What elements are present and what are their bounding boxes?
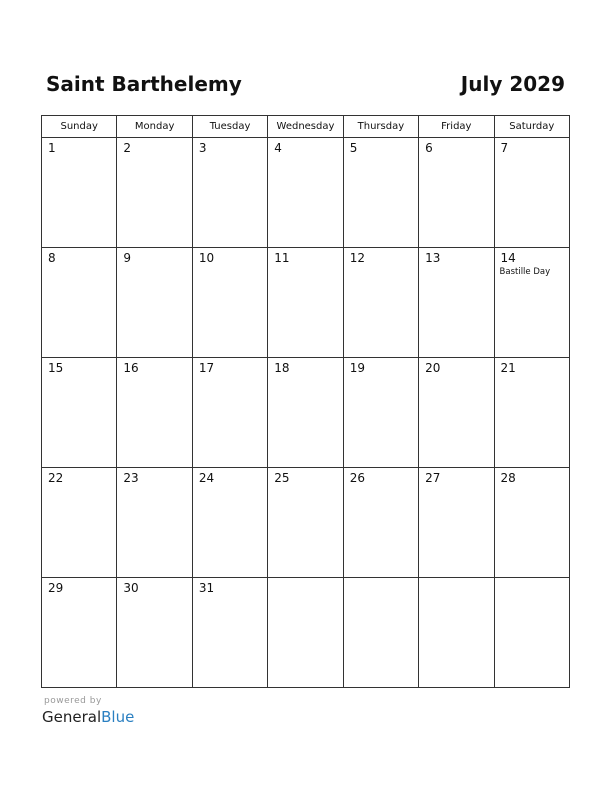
day-number: 27 xyxy=(425,471,441,485)
day-cell[interactable] xyxy=(343,468,418,578)
day-number: 20 xyxy=(425,361,441,375)
weekday-header: Monday xyxy=(117,116,192,138)
day-number: 28 xyxy=(500,471,516,485)
day-number: 11 xyxy=(274,251,290,265)
month-year-title: July 2029 xyxy=(460,72,565,96)
day-number: 17 xyxy=(198,361,215,375)
brand-logo-blue: Blue xyxy=(101,708,135,726)
day-number: 29 xyxy=(48,581,64,595)
day-number: 5 xyxy=(349,141,358,155)
day-cell[interactable] xyxy=(192,248,267,358)
weekday-header-row xyxy=(42,116,570,138)
day-cell[interactable] xyxy=(42,468,117,578)
week-row xyxy=(42,358,570,468)
calendar-grid xyxy=(41,115,570,688)
day-cell[interactable] xyxy=(192,138,267,248)
day-number: 30 xyxy=(123,581,139,595)
weekday-header: Thursday xyxy=(343,116,418,138)
day-number: 21 xyxy=(500,361,516,375)
day-cell[interactable] xyxy=(42,358,117,468)
day-number: 13 xyxy=(425,251,441,265)
day-cell[interactable] xyxy=(117,468,192,578)
day-cell[interactable] xyxy=(192,358,267,468)
day-number: 6 xyxy=(425,141,433,155)
day-cell[interactable] xyxy=(494,468,569,578)
day-number: 26 xyxy=(349,471,365,485)
day-number: 25 xyxy=(274,471,290,485)
weekday-header: Friday xyxy=(419,116,494,138)
day-number: 7 xyxy=(500,141,509,155)
day-cell[interactable] xyxy=(494,248,569,358)
day-cell[interactable] xyxy=(494,138,569,248)
day-cell[interactable] xyxy=(192,578,267,688)
weekday-header: Tuesday xyxy=(192,116,267,138)
day-number: 14 xyxy=(500,251,516,265)
day-cell[interactable] xyxy=(268,468,343,578)
day-cell[interactable] xyxy=(494,358,569,468)
week-row xyxy=(42,468,570,578)
day-number: 10 xyxy=(198,251,215,265)
day-cell[interactable] xyxy=(343,248,418,358)
day-number: 4 xyxy=(274,141,282,155)
day-cell[interactable] xyxy=(268,138,343,248)
day-number: 24 xyxy=(198,471,215,485)
day-cell[interactable] xyxy=(419,248,494,358)
day-cell xyxy=(343,578,418,688)
day-number: 3 xyxy=(198,141,207,155)
day-cell[interactable] xyxy=(117,138,192,248)
day-cell[interactable] xyxy=(419,358,494,468)
day-number: 2 xyxy=(123,141,132,155)
day-number: 1 xyxy=(48,141,56,155)
week-row xyxy=(42,578,570,688)
day-cell xyxy=(494,578,569,688)
day-cell[interactable] xyxy=(117,578,192,688)
week-row xyxy=(42,248,570,358)
powered-by-label: powered by xyxy=(44,696,102,706)
day-number: 31 xyxy=(198,581,215,595)
day-cell[interactable] xyxy=(419,468,494,578)
day-number: 18 xyxy=(274,361,290,375)
day-number: 9 xyxy=(123,251,132,265)
day-number: 22 xyxy=(48,471,64,485)
weekday-header: Sunday xyxy=(42,116,117,138)
day-cell[interactable] xyxy=(117,248,192,358)
day-cell[interactable] xyxy=(268,248,343,358)
day-cell[interactable] xyxy=(42,138,117,248)
day-cell[interactable] xyxy=(42,248,117,358)
weekday-header: Saturday xyxy=(494,116,569,138)
day-number: 19 xyxy=(349,361,365,375)
day-cell[interactable] xyxy=(192,468,267,578)
day-number: 8 xyxy=(48,251,56,265)
week-row xyxy=(42,138,570,248)
day-cell[interactable] xyxy=(419,138,494,248)
brand-logo-general: General xyxy=(42,708,102,726)
day-cell xyxy=(268,578,343,688)
day-number: 23 xyxy=(123,471,139,485)
day-cell[interactable] xyxy=(343,138,418,248)
day-number: 15 xyxy=(48,361,64,375)
day-cell xyxy=(419,578,494,688)
day-number: 12 xyxy=(349,251,365,265)
day-cell[interactable] xyxy=(343,358,418,468)
day-cell[interactable] xyxy=(42,578,117,688)
brand-logo[interactable] xyxy=(42,708,134,726)
day-cell[interactable] xyxy=(268,358,343,468)
day-number: 16 xyxy=(123,361,139,375)
weekday-header: Wednesday xyxy=(268,116,343,138)
day-cell[interactable] xyxy=(117,358,192,468)
country-title: Saint Barthelemy xyxy=(46,72,242,96)
holiday-label: Bastille Day xyxy=(499,267,551,277)
